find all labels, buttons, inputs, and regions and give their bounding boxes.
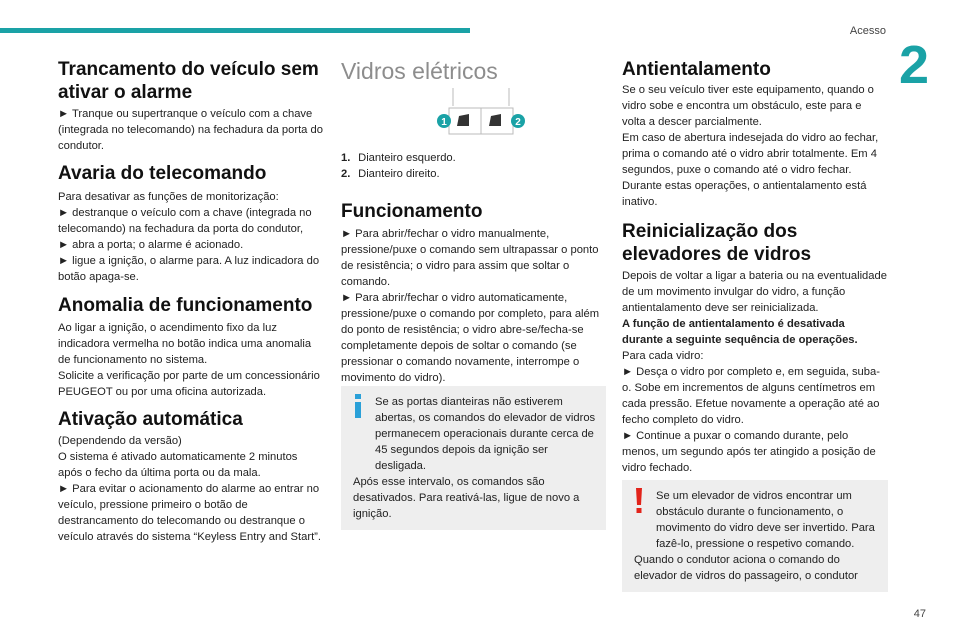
heading-ativacao: Ativação automática xyxy=(58,409,243,430)
heading-vidros-eletricos: Vidros elétricos xyxy=(341,58,498,84)
info-icon xyxy=(353,394,363,418)
paragraph: Durante estas operações, o antientalamento está inativo. xyxy=(622,180,867,208)
callout-2-marker xyxy=(511,114,525,128)
heading-reinicializacao: Reinicialização dos elevadores de vidros xyxy=(622,221,812,265)
list-item: 1. Dianteiro esquerdo. xyxy=(341,152,456,164)
paragraph: ► Para abrir/fechar o vidro manualmente, pressione/puxe o comando sem ultrapassar o ponto de resistência; o vidro para assim que soltar o comando. xyxy=(341,228,599,288)
paragraph: Para desativar as funções de monitorização: xyxy=(58,191,279,203)
numbered-list xyxy=(341,150,606,182)
callout-1-marker xyxy=(437,114,451,128)
chapter-number: 2 xyxy=(899,35,930,95)
window-switch-diagram xyxy=(431,88,606,144)
warning-icon xyxy=(634,488,644,514)
paragraph: Para cada vidro: xyxy=(622,350,704,362)
paragraph: ► Tranque ou supertranque o veículo com a chave (integrada no telecomando) na fechadura da porta do condutor. xyxy=(58,108,323,152)
callout-2-label: 2 xyxy=(515,117,521,128)
paragraph: Solicite a verificação por parte de um concessionário PEUGEOT ou por uma oficina autorizada. xyxy=(58,370,320,398)
paragraph-bold: A função de antientalamento é desativada durante a seguinte sequência de operações. xyxy=(622,318,858,346)
info-box xyxy=(341,386,606,530)
paragraph: ► Desça o vidro por completo e, em seguida, suba-o. Sobe em incrementos de alguns centímetros em cada pressão. Efetue novamente a operação até ao fecho completo do vidro. xyxy=(622,366,880,426)
paragraph: Se um elevador de vidros encontrar um obstáculo durante o funcionamento, o movimento do vidro deve ser invertido. Para fazê-lo, pressione o respetivo comando. xyxy=(656,490,875,550)
section-name: Acesso xyxy=(849,25,886,37)
header-accent-bar xyxy=(0,28,470,33)
paragraph: Se as portas dianteiras não estiverem abertas, os comandos do elevador de vidros permanecem operacionais durante cerca de 45 segundos depois da ignição ser desligada. xyxy=(375,396,596,472)
page-number: 47 xyxy=(913,608,926,620)
paragraph: O sistema é ativado automaticamente 2 minutos após o fecho da última porta ou da mala. xyxy=(58,451,298,479)
warning-box xyxy=(622,480,888,592)
paragraph: (Dependendo da versão) xyxy=(58,435,182,447)
paragraph: Após esse intervalo, os comandos são desativados. Para reativá-las, ligue de novo a ignição. xyxy=(353,476,580,520)
callout-1-label: 1 xyxy=(441,117,447,128)
heading-avaria: Avaria do telecomando xyxy=(58,163,267,184)
heading-antientalamento: Antientalamento xyxy=(622,59,771,80)
paragraph: Quando o condutor aciona o comando do elevador de vidros do passageiro, o condutor xyxy=(634,554,858,582)
list-item: 2. Dianteiro direito. xyxy=(341,168,440,180)
heading-funcionamento: Funcionamento xyxy=(341,201,483,222)
paragraph: ► abra a porta; o alarme é acionado. xyxy=(58,239,244,251)
paragraph: ► Para evitar o acionamento do alarme ao entrar no veículo, pressione primeiro o botão de destrancamento do telecomando ou destranque o veículo através do sistema “Keyless Entry and Start”. xyxy=(58,483,322,543)
paragraph: ► destranque o veículo com a chave (integrada no telecomando) na fechadura da porta do condutor, xyxy=(58,207,312,235)
paragraph: ► ligue a ignição, o alarme para. A luz indicadora do botão apaga-se. xyxy=(58,255,320,283)
heading-anomalia: Anomalia de funcionamento xyxy=(58,295,313,316)
paragraph: Depois de voltar a ligar a bateria ou na eventualidade de um movimento invulgar do vidro, a função antientalamento deve ser reinicializada. xyxy=(622,270,887,314)
paragraph: Ao ligar a ignição, o acendimento fixo da luz indicadora vermelha no botão indica uma anomalia de funcionamento no sistema. xyxy=(58,322,312,366)
paragraph: Se o seu veículo tiver este equipamento, quando o vidro sobe e encontra um obstáculo, este para e volta a descer parcialmente. xyxy=(622,84,874,128)
paragraph: Em caso de abertura indesejada do vidro ao fechar, prima o comando até o vidro abrir totalmente. Em 4 segundos, puxe o comando até o vidro fechar. xyxy=(622,132,879,176)
paragraph: ► Continue a puxar o comando durante, pelo menos, um segundo após ter atingido a posição de vidro fechado. xyxy=(622,430,876,474)
paragraph: ► Para abrir/fechar o vidro automaticamente, pressione/puxe o comando por completo, para além do ponto de resistência; o vidro abre-se/fecha-se completamente depois de soltar o comando (se pressionar o comando novamente, interrompe o movimento do vidro). xyxy=(341,292,600,384)
heading-trancamento: Trancamento do veículo sem ativar o alarme xyxy=(58,59,319,103)
